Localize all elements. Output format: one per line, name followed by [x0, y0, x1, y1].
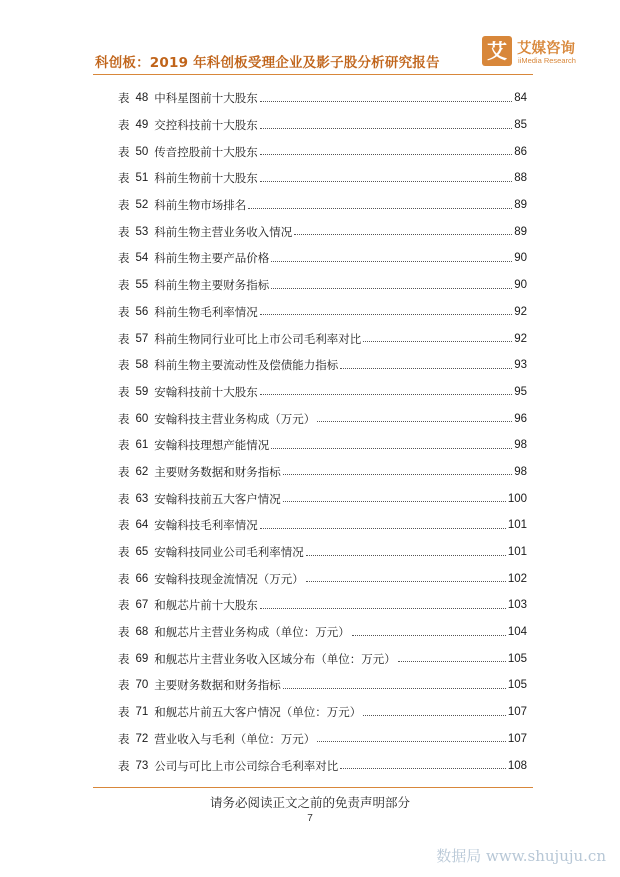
toc-dot-leader — [306, 555, 506, 556]
toc-entry-title: 科前生物主要流动性及偿债能力指标 — [154, 358, 339, 373]
toc-entry-page: 101 — [507, 519, 527, 532]
toc-entry-title: 和舰芯片主营业务构成（单位：万元） — [154, 625, 350, 640]
toc-entry[interactable] — [118, 512, 527, 539]
toc-entry-page: 95 — [514, 385, 527, 398]
toc-entry-title: 安翰科技主营业务构成（万元） — [154, 411, 316, 426]
toc-dot-leader — [283, 688, 506, 689]
toc-entry-number: 54 — [135, 252, 149, 265]
toc-entry-page: 102 — [507, 572, 527, 585]
toc-entry-title: 安翰科技前五大客户情况 — [154, 491, 281, 506]
toc-dot-leader — [260, 528, 506, 529]
toc-entry[interactable] — [118, 485, 527, 512]
toc-entry-number: 59 — [135, 385, 149, 398]
toc-entry-title: 安翰科技前十大股东 — [154, 384, 258, 399]
toc-prefix: 表 — [118, 331, 130, 346]
toc-entry-number: 48 — [135, 92, 149, 105]
toc-entry[interactable] — [118, 352, 527, 379]
toc-entry[interactable] — [118, 699, 527, 726]
toc-dot-leader — [248, 208, 512, 209]
toc-dot-leader — [260, 394, 512, 395]
toc-dot-leader — [363, 341, 512, 342]
toc-entry-title: 中科星图前十大股东 — [154, 91, 258, 106]
toc-entry-title: 安翰科技同业公司毛利率情况 — [154, 545, 304, 560]
toc-entry-title: 安翰科技现金流情况（万元） — [154, 571, 304, 586]
toc-dot-leader — [271, 288, 512, 289]
toc-entry-page: 105 — [507, 652, 527, 665]
toc-entry-page: 98 — [514, 465, 527, 478]
toc-entry-title: 安翰科技理想产能情况 — [154, 438, 270, 453]
toc-entry-number: 67 — [135, 599, 149, 612]
toc-prefix: 表 — [118, 758, 130, 773]
toc-dot-leader — [260, 314, 512, 315]
toc-prefix: 表 — [118, 491, 130, 506]
toc-entry-title: 交控科技前十大股东 — [154, 118, 258, 133]
toc-entry[interactable] — [118, 672, 527, 699]
toc-entry-page: 108 — [507, 759, 527, 772]
toc-prefix: 表 — [118, 411, 130, 426]
toc-entry-page: 98 — [514, 439, 527, 452]
toc-entry[interactable] — [118, 272, 527, 299]
toc-entry-page: 103 — [507, 599, 527, 612]
toc-dot-leader — [271, 448, 512, 449]
toc-entry-number: 53 — [135, 225, 149, 238]
toc-prefix: 表 — [118, 224, 130, 239]
disclaimer-note: 请务必阅读正文之前的免责声明部分 — [209, 795, 410, 810]
toc-entry-title: 主要财务数据和财务指标 — [154, 464, 281, 479]
toc-dot-leader — [317, 421, 512, 422]
toc-entry-number: 69 — [135, 652, 149, 665]
toc-entry[interactable] — [118, 432, 527, 459]
toc-entry-page: 90 — [514, 279, 527, 292]
toc-entry-page: 93 — [514, 359, 527, 372]
toc-entry-number: 66 — [135, 572, 149, 585]
toc-prefix: 表 — [118, 518, 130, 533]
toc-entry-page: 105 — [507, 679, 527, 692]
toc-prefix: 表 — [118, 571, 130, 586]
report-title: 科创板：2019 年科创板受理企业及影子股分析研究报告 — [95, 55, 440, 71]
toc-prefix: 表 — [118, 464, 130, 479]
toc-prefix: 表 — [118, 384, 130, 399]
toc-dot-leader — [260, 154, 512, 155]
watermark: 数据局 www.shujuju.cn — [436, 847, 606, 865]
toc-entry-page: 92 — [514, 332, 527, 345]
toc-entry-number: 70 — [135, 679, 149, 692]
toc-dot-leader — [306, 581, 506, 582]
toc-dot-leader — [317, 741, 506, 742]
toc-entry-page: 107 — [507, 732, 527, 745]
toc-dot-leader — [260, 181, 512, 182]
table-of-tables-list — [118, 85, 527, 779]
toc-dot-leader — [352, 635, 506, 636]
toc-entry[interactable] — [118, 565, 527, 592]
toc-entry[interactable] — [118, 752, 527, 779]
toc-entry-page: 89 — [514, 199, 527, 212]
toc-prefix: 表 — [118, 598, 130, 613]
toc-entry-page: 90 — [514, 252, 527, 265]
toc-entry[interactable] — [118, 459, 527, 486]
toc-entry-number: 72 — [135, 732, 149, 745]
toc-dot-leader — [260, 101, 512, 102]
toc-entry-page: 104 — [507, 626, 527, 639]
toc-dot-leader — [283, 474, 512, 475]
toc-prefix: 表 — [118, 438, 130, 453]
toc-dot-leader — [271, 261, 512, 262]
toc-prefix: 表 — [118, 278, 130, 293]
toc-entry-title: 主要财务数据和财务指标 — [154, 678, 281, 693]
toc-prefix: 表 — [118, 678, 130, 693]
header-divider — [93, 74, 533, 75]
toc-entry-number: 56 — [135, 305, 149, 318]
toc-entry[interactable] — [118, 379, 527, 406]
page-number: 7 — [307, 813, 313, 824]
toc-prefix: 表 — [118, 705, 130, 720]
toc-prefix: 表 — [118, 198, 130, 213]
toc-entry-title: 科前生物市场排名 — [154, 198, 247, 213]
toc-entry-title: 科前生物前十大股东 — [154, 171, 258, 186]
toc-entry-number: 50 — [135, 145, 149, 158]
toc-prefix: 表 — [118, 545, 130, 560]
toc-dot-leader — [340, 368, 512, 369]
toc-entry-title: 科前生物同行业可比上市公司毛利率对比 — [154, 331, 362, 346]
toc-prefix: 表 — [118, 118, 130, 133]
toc-entry-number: 57 — [135, 332, 149, 345]
toc-entry-page: 86 — [514, 145, 527, 158]
toc-prefix: 表 — [118, 625, 130, 640]
toc-entry-page: 100 — [507, 492, 527, 505]
logo-english-name: iiMedia Research — [518, 56, 576, 65]
toc-entry[interactable] — [118, 325, 527, 352]
toc-entry[interactable] — [118, 192, 527, 219]
toc-entry-page: 89 — [514, 225, 527, 238]
footer-divider — [93, 787, 533, 788]
toc-prefix: 表 — [118, 171, 130, 186]
toc-entry[interactable] — [118, 112, 527, 139]
toc-entry-number: 73 — [135, 759, 149, 772]
toc-prefix: 表 — [118, 651, 130, 666]
toc-entry-page: 88 — [514, 172, 527, 185]
toc-entry[interactable] — [118, 539, 527, 566]
toc-entry[interactable] — [118, 165, 527, 192]
toc-prefix: 表 — [118, 731, 130, 746]
toc-prefix: 表 — [118, 91, 130, 106]
toc-entry-page: 107 — [507, 706, 527, 719]
toc-entry-page: 85 — [514, 119, 527, 132]
toc-dot-leader — [340, 768, 506, 769]
toc-dot-leader — [283, 501, 506, 502]
toc-entry-title: 传音控股前十大股东 — [154, 144, 258, 159]
toc-entry-number: 52 — [135, 199, 149, 212]
toc-entry-title: 科前生物主要产品价格 — [154, 251, 270, 266]
toc-dot-leader — [363, 715, 506, 716]
toc-entry-number: 71 — [135, 706, 149, 719]
toc-entry-title: 和舰芯片前五大客户情况（单位：万元） — [154, 705, 362, 720]
toc-entry-page: 92 — [514, 305, 527, 318]
toc-entry-title: 营业收入与毛利（单位：万元） — [154, 731, 316, 746]
toc-entry-number: 58 — [135, 359, 149, 372]
toc-entry-number: 63 — [135, 492, 149, 505]
logo-mark-icon: 艾 — [482, 36, 512, 66]
toc-entry-page: 84 — [514, 92, 527, 105]
toc-dot-leader — [260, 128, 512, 129]
toc-entry-number: 62 — [135, 465, 149, 478]
toc-entry-title: 公司与可比上市公司综合毛利率对比 — [154, 758, 339, 773]
toc-entry-title: 科前生物毛利率情况 — [154, 304, 258, 319]
toc-entry[interactable] — [118, 619, 527, 646]
toc-entry-number: 60 — [135, 412, 149, 425]
toc-entry[interactable] — [118, 245, 527, 272]
iimedia-logo — [482, 36, 594, 74]
toc-entry-page: 96 — [514, 412, 527, 425]
toc-dot-leader — [294, 234, 512, 235]
toc-prefix: 表 — [118, 358, 130, 373]
toc-entry-number: 49 — [135, 119, 149, 132]
toc-entry-page: 101 — [507, 546, 527, 559]
toc-entry[interactable] — [118, 218, 527, 245]
toc-entry[interactable] — [118, 405, 527, 432]
toc-entry[interactable] — [118, 592, 527, 619]
toc-entry-number: 64 — [135, 519, 149, 532]
toc-entry-number: 65 — [135, 546, 149, 559]
toc-dot-leader — [398, 661, 506, 662]
toc-entry[interactable] — [118, 299, 527, 326]
toc-entry[interactable] — [118, 726, 527, 753]
toc-entry-title: 和舰芯片前十大股东 — [154, 598, 258, 613]
toc-prefix: 表 — [118, 144, 130, 159]
logo-name: 艾媒咨询 — [517, 41, 575, 57]
toc-entry-number: 55 — [135, 279, 149, 292]
toc-prefix: 表 — [118, 251, 130, 266]
toc-prefix: 表 — [118, 304, 130, 319]
toc-entry-number: 68 — [135, 626, 149, 639]
toc-entry[interactable] — [118, 138, 527, 165]
toc-entry-title: 和舰芯片主营业务收入区域分布（单位：万元） — [154, 651, 396, 666]
toc-entry[interactable] — [118, 645, 527, 672]
toc-entry-title: 安翰科技毛利率情况 — [154, 518, 258, 533]
toc-entry-title: 科前生物主营业务收入情况 — [154, 224, 293, 239]
toc-entry[interactable] — [118, 85, 527, 112]
toc-dot-leader — [260, 608, 506, 609]
toc-entry-title: 科前生物主要财务指标 — [154, 278, 270, 293]
toc-entry-number: 51 — [135, 172, 149, 185]
toc-entry-number: 61 — [135, 439, 149, 452]
